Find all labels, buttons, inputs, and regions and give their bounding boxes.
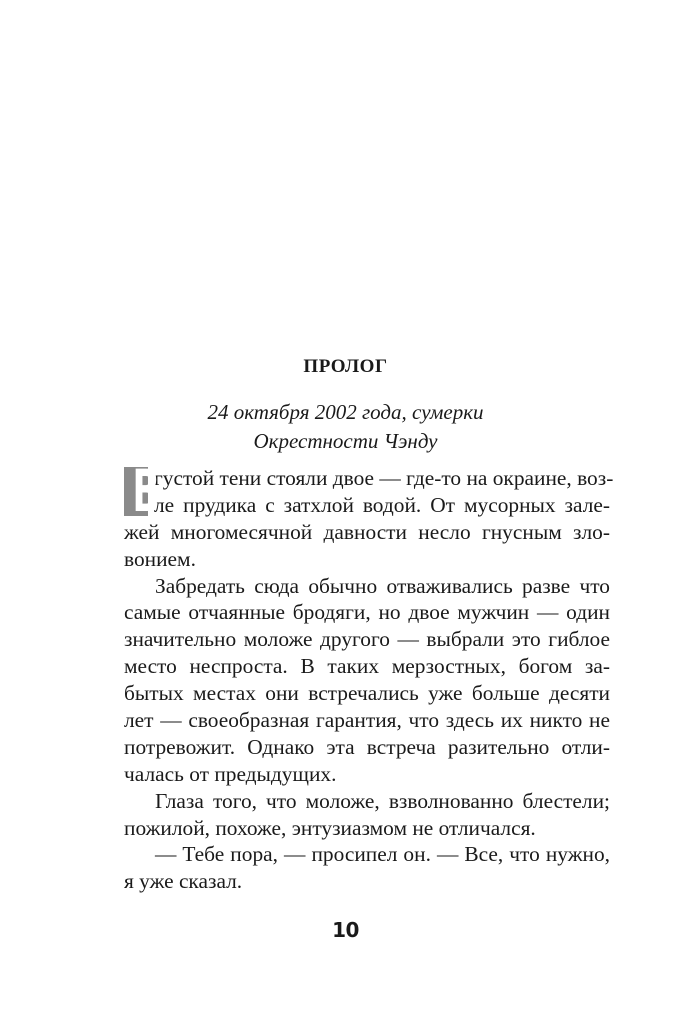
text-line: пожилой, похоже, энтузиазмом не отличался. — [124, 815, 536, 840]
page-number: 10 — [332, 918, 359, 942]
drop-cap: В — [124, 467, 148, 516]
text-line: ле прудика с затхлой водой. От мусорных зале- — [154, 492, 610, 517]
text-line: густой тени стояли двое — где-то на окраине, воз- — [154, 466, 614, 490]
text-line: лет — своеобразная гарантия, что здесь их никто не — [124, 708, 610, 733]
text-line: чалась от предыдущих. — [124, 761, 337, 786]
chapter-title: ПРОЛОГ — [303, 356, 388, 377]
text-line: потревожит. Однако эта встреча разительно отли- — [124, 734, 610, 759]
text-line: самые отчаянные бродяги, но двое мужчин — один — [124, 600, 610, 625]
text-line: Забредать сюда обычно отваживались разве что — [155, 573, 610, 598]
text-line: — Тебе пора, — просипел он. — Все, что нужно, — [155, 842, 610, 867]
epigraph-place: Окрестности Чэнду — [253, 429, 438, 453]
text-line: я уже сказал. — [124, 869, 243, 894]
text-line: значительно моложе другого — выбрали это гиблое — [124, 627, 610, 652]
epigraph-date: 24 октября 2002 года, сумерки — [207, 400, 484, 424]
epigraph — [0, 398, 691, 456]
text-line: место неспроста. В таких мерзостных, богом за- — [124, 654, 610, 679]
text-line: вонием. — [124, 546, 196, 571]
text-line: жей многомесячной давности несло гнусным зло- — [124, 519, 610, 544]
text-line: бытых местах они встречались уже больше десяти — [124, 681, 610, 706]
body-text — [124, 457, 614, 895]
text-line: Глаза того, что моложе, взволнованно блестели; — [155, 788, 610, 813]
